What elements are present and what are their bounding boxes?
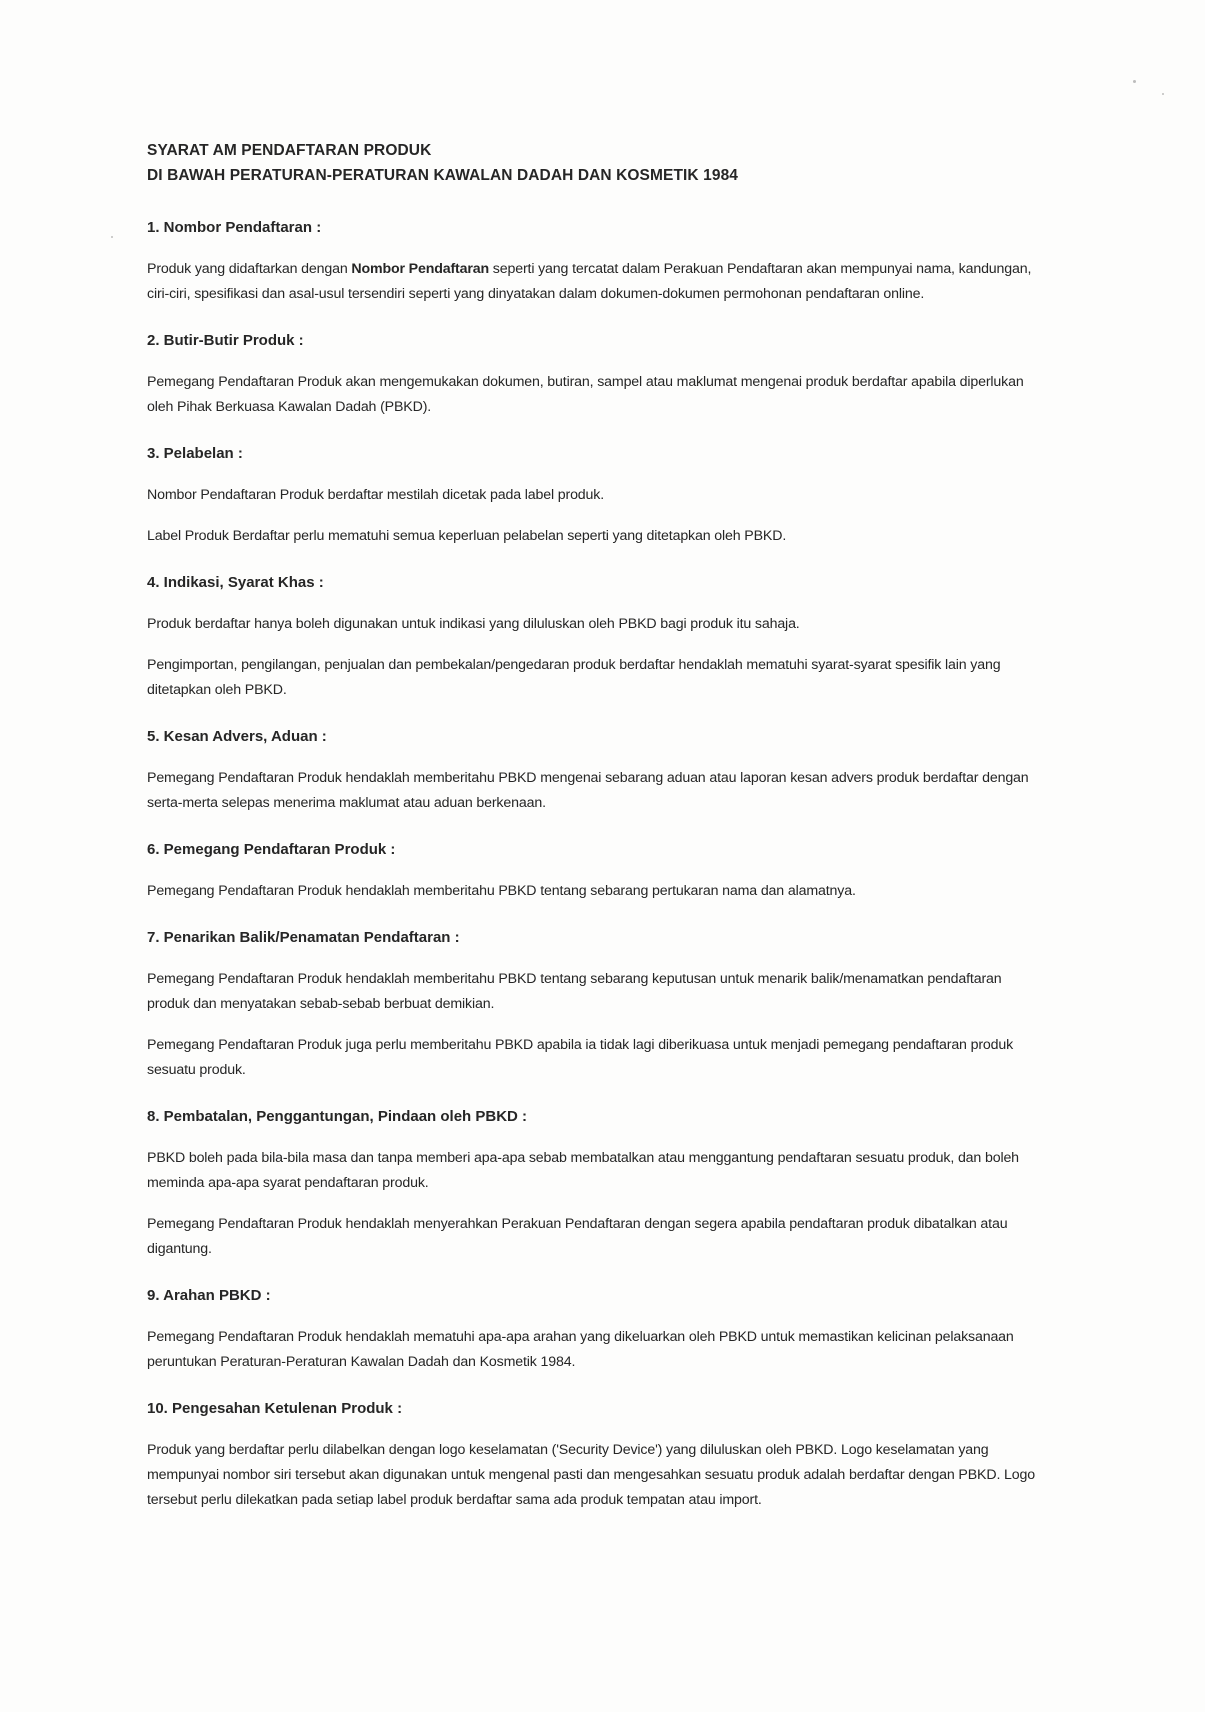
section-paragraph: Produk yang berdaftar perlu dilabelkan dengan logo keselamatan ('Security Device') yang diluluskan oleh PBKD. Logo keselamatan yang mempunyai nombor siri tersebut akan digunakan untuk mengenal pasti dan mengesahkan sesuatu produk adalah berdaftar dengan PBKD. Logo tersebut perlu dilekatkan pada setiap label produk berdaftar sama ada produk tempatan atau import. — [147, 1442, 1036, 1508]
section-7 — [147, 926, 1047, 1083]
section-4 — [147, 571, 1047, 703]
paragraph-bold-text: Nombor Pendaftaran — [351, 261, 489, 277]
section-9 — [147, 1284, 1047, 1375]
paragraph-text: Produk yang didaftarkan dengan — [147, 261, 352, 277]
document-title — [147, 138, 1047, 188]
title-line-1: SYARAT AM PENDAFTARAN PRODUK — [147, 142, 432, 159]
section-heading: 9. Arahan PBKD : — [147, 1287, 271, 1304]
section-paragraph: Produk berdaftar hanya boleh digunakan untuk indikasi yang diluluskan oleh PBKD bagi produk itu sahaja. — [147, 616, 800, 632]
section-paragraph: Pemegang Pendaftaran Produk akan mengemukakan dokumen, butiran, sampel atau maklumat mengenai produk berdaftar apabila diperlukan oleh Pihak Berkuasa Kawalan Dadah (PBKD). — [147, 374, 1024, 415]
section-heading: 5. Kesan Advers, Aduan : — [147, 728, 327, 745]
section-heading: 1. Nombor Pendaftaran : — [147, 219, 322, 236]
section-5 — [147, 725, 1047, 816]
section-6 — [147, 838, 1047, 904]
section-heading: 6. Pemegang Pendaftaran Produk : — [147, 841, 396, 858]
section-paragraph: Label Produk Berdaftar perlu mematuhi semua keperluan pelabelan seperti yang ditetapkan oleh PBKD. — [147, 528, 787, 544]
section-heading: 4. Indikasi, Syarat Khas : — [147, 574, 324, 591]
scan-speck — [1162, 93, 1164, 95]
section-heading: 7. Penarikan Balik/Penamatan Pendaftaran : — [147, 929, 460, 946]
section-heading: 10. Pengesahan Ketulenan Produk : — [147, 1400, 403, 1417]
section-8 — [147, 1105, 1047, 1262]
section-heading: 8. Pembatalan, Penggantungan, Pindaan oleh PBKD : — [147, 1108, 528, 1125]
title-line-2: DI BAWAH PERATURAN-PERATURAN KAWALAN DADAH DAN KOSMETIK 1984 — [147, 167, 739, 184]
document-body — [147, 138, 1047, 1529]
section-paragraph: Pengimportan, pengilangan, penjualan dan pembekalan/pengedaran produk berdaftar hendaklah mematuhi syarat-syarat spesifik lain yang ditetapkan oleh PBKD. — [147, 657, 1001, 698]
section-paragraph: Pemegang Pendaftaran Produk juga perlu memberitahu PBKD apabila ia tidak lagi diberikuasa untuk menjadi pemegang pendaftaran produk sesuatu produk. — [147, 1037, 1014, 1078]
scan-speck — [111, 236, 113, 238]
section-paragraph: Nombor Pendaftaran Produk berdaftar mestilah dicetak pada label produk. — [147, 487, 605, 503]
section-paragraph: Pemegang Pendaftaran Produk hendaklah memberitahu PBKD tentang sebarang keputusan untuk menarik balik/menamatkan pendaftaran produk dan menyatakan sebab-sebab berbuat demikian. — [147, 971, 1002, 1012]
section-1 — [147, 216, 1047, 307]
section-paragraph: PBKD boleh pada bila-bila masa dan tanpa memberi apa-apa sebab membatalkan atau menggantung pendaftaran sesuatu produk, dan boleh meminda apa-apa syarat pendaftaran produk. — [147, 1150, 1019, 1191]
section-heading: 3. Pelabelan : — [147, 445, 243, 462]
paragraph-text: seperti yang tercatat dalam Perakuan Pendaftaran akan mempunyai nama, kandungan, ciri-ciri, spesifikasi dan asal-usul tersendiri seperti yang dinyatakan dalam dokumen-dokumen permohonan pendaftaran online. — [147, 261, 1032, 302]
section-paragraph: Pemegang Pendaftaran Produk hendaklah menyerahkan Perakuan Pendaftaran dengan segera apabila pendaftaran produk dibatalkan atau digantung. — [147, 1216, 1008, 1257]
section-3 — [147, 442, 1047, 549]
section-2 — [147, 329, 1047, 420]
section-10 — [147, 1397, 1047, 1513]
section-paragraph: Pemegang Pendaftaran Produk hendaklah memberitahu PBKD mengenai sebarang aduan atau laporan kesan advers produk berdaftar dengan serta-merta selepas menerima maklumat atau aduan berkenaan. — [147, 770, 1029, 811]
section-paragraph — [147, 257, 1047, 307]
section-heading: 2. Butir-Butir Produk : — [147, 332, 304, 349]
section-paragraph: Pemegang Pendaftaran Produk hendaklah mematuhi apa-apa arahan yang dikeluarkan oleh PBKD untuk memastikan kelicinan pelaksanaan peruntukan Peraturan-Peraturan Kawalan Dadah dan Kosmetik 1984. — [147, 1329, 1014, 1370]
scan-speck — [1133, 80, 1136, 83]
section-paragraph: Pemegang Pendaftaran Produk hendaklah memberitahu PBKD tentang sebarang pertukaran nama dan alamatnya. — [147, 883, 856, 899]
